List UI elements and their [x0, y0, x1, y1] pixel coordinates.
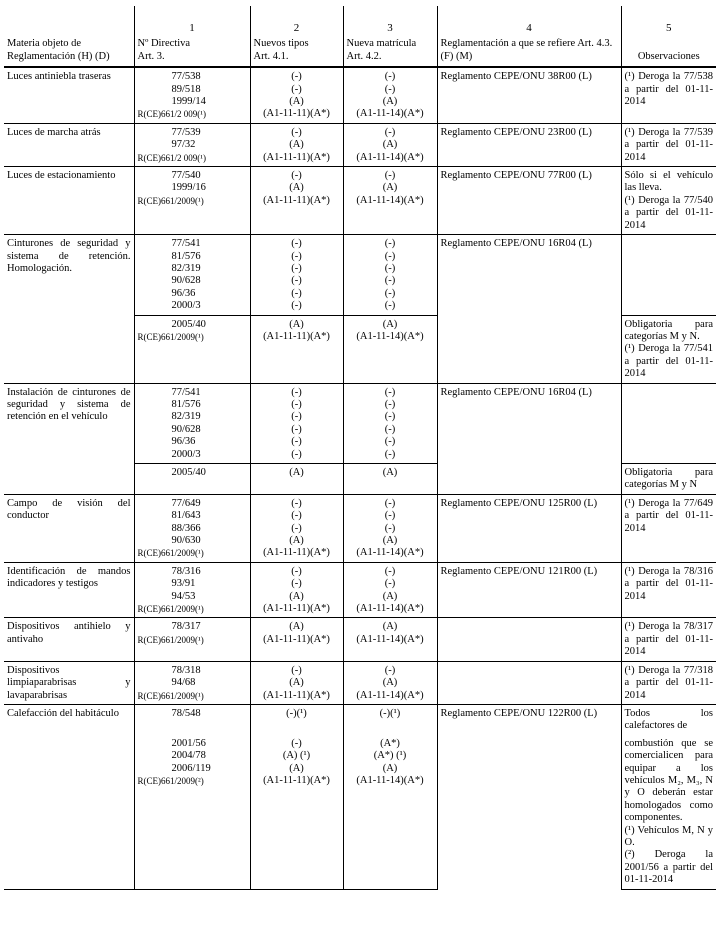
- observaciones-cell: [621, 167, 716, 235]
- directiva-number: 1999/16: [171, 182, 206, 194]
- directiva-number: 78/316: [171, 565, 201, 577]
- nueva-matricula-value: (-): [384, 275, 396, 287]
- regulation-reference: R(CE)661/2009(¹): [137, 548, 204, 559]
- directiva-number: 77/649: [171, 497, 201, 509]
- nueva-matricula-value: (-): [384, 170, 396, 182]
- reglamentacion-cell: [437, 167, 621, 235]
- reglamentacion-cell: [437, 383, 621, 494]
- nuevos-tipos-value: (-): [291, 510, 302, 522]
- directiva-number: 90/630: [171, 535, 201, 547]
- nuevos-tipos-value: (-): [291, 83, 302, 95]
- nueva-matricula-value: (-): [384, 250, 396, 262]
- materia-text: Identificación de mandos indicadores y testigos: [7, 565, 131, 590]
- directiva-number: 96/36: [171, 436, 196, 448]
- nueva-matricula-value: (-): [384, 436, 396, 448]
- materia-cell: [4, 123, 134, 166]
- nuevos-tipos-value: (-): [291, 436, 302, 448]
- observaciones-cell: [621, 67, 716, 123]
- nueva-matricula-value: (-): [384, 83, 396, 95]
- observacion-text: (¹) Deroga la 77/538 a partir del 01-11-2014: [624, 71, 713, 108]
- nueva-matricula-value: (A1-11-14)(A*): [356, 633, 424, 645]
- nuevos-tipos-value: (-): [291, 275, 302, 287]
- nuevos-tipos-cell: [250, 383, 343, 463]
- table-row: [4, 704, 716, 734]
- nuevos-tipos-cell: [250, 618, 343, 661]
- nueva-matricula-cell: [343, 661, 437, 704]
- nuevos-tipos-cell: [250, 235, 343, 315]
- nueva-matricula-value: (A*) (¹): [373, 750, 407, 762]
- directiva-number: 88/366: [171, 522, 201, 534]
- column-number: 2: [250, 6, 343, 36]
- nuevos-tipos-value: (-): [291, 386, 302, 398]
- directiva-number: 94/68: [171, 677, 196, 689]
- reglamento-text: Reglamento CEPE/ONU 23R00 (L): [440, 126, 592, 138]
- regulation-reference: R(CE)661/2 009(¹): [137, 152, 206, 163]
- observaciones-cell: [621, 618, 716, 661]
- observaciones-cell: [621, 704, 716, 734]
- header-directiva: Nº Directiva Art. 3.: [134, 36, 250, 67]
- header-observaciones: Observaciones: [621, 36, 716, 67]
- observaciones-cell: [621, 562, 716, 618]
- nuevos-tipos-cell: [250, 661, 343, 704]
- nueva-matricula-cell: [343, 618, 437, 661]
- nuevos-tipos-value: (-): [291, 448, 302, 460]
- nueva-matricula-value: (-): [384, 423, 396, 435]
- materia-cell: [4, 67, 134, 123]
- nueva-matricula-cell: [343, 562, 437, 618]
- directiva-cell: [134, 562, 250, 618]
- table-row: [4, 618, 716, 661]
- nueva-matricula-value: (A): [382, 467, 398, 478]
- directiva-cell: [134, 704, 250, 734]
- nueva-matricula-cell: [343, 167, 437, 235]
- header-nueva-matricula: Nueva matrícula Art. 4.2.: [343, 36, 437, 67]
- materia-cell: [4, 494, 134, 562]
- directiva-number: 2000/3: [171, 300, 201, 312]
- nuevos-tipos-value: (A): [289, 621, 304, 633]
- header-materia: Materia objeto de Reglamentación (H) (D): [7, 38, 110, 62]
- table-row: [4, 562, 716, 618]
- directiva-cell: [134, 315, 250, 383]
- nuevos-tipos-cell: [250, 464, 343, 495]
- materia-cell: [4, 235, 134, 383]
- nueva-matricula-value: (A1-11-14)(A*): [356, 151, 424, 163]
- directiva-number: 81/576: [171, 398, 201, 410]
- nuevos-tipos-value: (-): [291, 287, 302, 299]
- directiva-cell: [134, 383, 250, 463]
- table-row: [4, 167, 716, 235]
- observaciones-cell: [621, 735, 716, 889]
- nueva-matricula-value: (A): [382, 96, 398, 108]
- observacion-text: (¹) Deroga la 77/540 a partir del 01-11-2014: [624, 194, 713, 231]
- nueva-matricula-value: (A1-11-14)(A*): [356, 603, 424, 615]
- directiva-number: 77/540: [171, 170, 201, 182]
- nueva-matricula-value: (-): [384, 126, 396, 138]
- table-row: [4, 67, 716, 123]
- directiva-number: 82/319: [171, 262, 201, 274]
- nuevos-tipos-value: (A): [289, 467, 304, 478]
- reglamento-text: Reglamento CEPE/ONU 125R00 (L): [440, 497, 598, 509]
- nueva-matricula-value: (A): [382, 535, 398, 547]
- nueva-matricula-value: (-): [384, 262, 396, 274]
- table-row: [4, 383, 716, 463]
- directiva-cell: [134, 661, 250, 704]
- regulation-reference: R(CE)661/2009(²): [137, 775, 204, 786]
- directiva-cell: [134, 123, 250, 166]
- observaciones-cell: [621, 123, 716, 166]
- nuevos-tipos-value: (-): [291, 238, 302, 250]
- nuevos-tipos-value: (-): [291, 737, 302, 749]
- nuevos-tipos-value: (A1-11-11)(A*): [263, 633, 330, 645]
- nueva-matricula-cell: [343, 704, 437, 734]
- observacion-text: Obligatoria para categorías M y N: [624, 467, 713, 491]
- observaciones-cell: [621, 235, 716, 315]
- reglamentacion-cell: [437, 704, 621, 889]
- observacion-text: (¹) Deroga la 77/539 a partir del 01-11-2014: [624, 126, 713, 163]
- nuevos-tipos-value: (-): [291, 497, 302, 509]
- directiva-cell: [134, 618, 250, 661]
- observacion-text: Sólo si el vehículo las lleva.: [624, 170, 713, 194]
- directiva-cell: [134, 464, 250, 495]
- materia-cell: [4, 562, 134, 618]
- materia-cell: [4, 661, 134, 704]
- directiva-number: 81/576: [171, 250, 201, 262]
- nuevos-tipos-cell: [250, 735, 343, 889]
- nuevos-tipos-value: (-): [291, 664, 302, 676]
- nuevos-tipos-cell: [250, 123, 343, 166]
- directiva-number: 89/518: [171, 83, 201, 95]
- directiva-number: 82/319: [171, 411, 201, 423]
- reglamentacion-cell: [437, 235, 621, 383]
- nueva-matricula-value: (A): [382, 590, 398, 602]
- reglamento-text: Reglamento CEPE/ONU 38R00 (L): [440, 71, 592, 83]
- nueva-matricula-value: (-): [384, 238, 396, 250]
- directiva-number: 93/91: [171, 578, 196, 590]
- nueva-matricula-value: (-): [384, 398, 396, 410]
- nuevos-tipos-value: (A1-11-11)(A*): [263, 774, 330, 786]
- nuevos-tipos-value: (-): [291, 250, 302, 262]
- observacion-text: (¹) Deroga la 78/316 a partir del 01-11-2014: [624, 565, 713, 602]
- regulation-reference: R(CE)661/2009(¹): [137, 690, 204, 701]
- directiva-number: 77/539: [171, 126, 201, 138]
- observaciones-cell: [621, 315, 716, 383]
- nueva-matricula-cell: [343, 464, 437, 495]
- header-nuevos-tipos: Nuevos tipos Art. 4.1.: [250, 36, 343, 67]
- observacion-text: (¹) Deroga la 78/317 a partir del 01-11-2014: [624, 621, 713, 658]
- nuevos-tipos-value: (A1-11-11)(A*): [263, 689, 330, 701]
- reglamento-text: Reglamento CEPE/ONU 16R04 (L): [440, 386, 592, 398]
- materia-text: Dispositivos antihielo y antivaho: [7, 621, 131, 645]
- observacion-text: (²) Deroga la 2001/56 a partir del 01-11-2014: [624, 849, 713, 886]
- nueva-matricula-value: (-)(¹): [379, 707, 401, 719]
- nueva-matricula-cell: [343, 735, 437, 889]
- regulation-reference: R(CE)661/2009(¹): [137, 634, 204, 645]
- directiva-number: 77/541: [171, 238, 201, 250]
- column-number: 5: [621, 6, 716, 36]
- nueva-matricula-value: (A1-11-14)(A*): [356, 547, 424, 559]
- observaciones-cell: [621, 464, 716, 495]
- nuevos-tipos-cell: [250, 315, 343, 383]
- reglamentacion-cell: [437, 494, 621, 562]
- materia-cell: [4, 618, 134, 661]
- materia-text: Calefacción del habitáculo: [7, 707, 119, 719]
- nueva-matricula-value: (A1-11-14)(A*): [356, 774, 424, 786]
- directiva-number: 2005/40: [171, 318, 206, 330]
- table-row: [4, 494, 716, 562]
- directiva-number: 2000/3: [171, 448, 201, 460]
- nuevos-tipos-value: (-): [291, 170, 302, 182]
- table-body: [4, 67, 716, 889]
- nuevos-tipos-value: (A1-11-11)(A*): [263, 547, 330, 559]
- reglamento-text: Reglamento CEPE/ONU 16R04 (L): [440, 238, 592, 250]
- nueva-matricula-value: (-): [384, 510, 396, 522]
- nueva-matricula-cell: [343, 67, 437, 123]
- directiva-cell: [134, 167, 250, 235]
- nuevos-tipos-value: (-): [291, 398, 302, 410]
- directiva-number: 81/643: [171, 510, 201, 522]
- nuevos-tipos-value: (A): [289, 535, 304, 547]
- nueva-matricula-cell: [343, 383, 437, 463]
- nueva-matricula-value: (A*): [380, 737, 400, 749]
- directiva-number: 96/36: [171, 287, 196, 299]
- regulation-reference: R(CE)661/2009(¹): [137, 195, 204, 206]
- nuevos-tipos-cell: [250, 67, 343, 123]
- reglamento-text: Reglamento CEPE/ONU 122R00 (L): [440, 707, 598, 719]
- nuevos-tipos-value: (A) (¹): [282, 750, 311, 762]
- nuevos-tipos-value: (A1-11-11)(A*): [263, 151, 330, 163]
- nueva-matricula-value: (A1-11-14)(A*): [356, 108, 424, 120]
- reglamentacion-cell: [437, 661, 621, 704]
- materia-text: Luces de marcha atrás: [7, 126, 101, 138]
- materia-text: Campo de visión del conductor: [7, 497, 131, 522]
- reglamentacion-cell: [437, 123, 621, 166]
- nueva-matricula-value: (-): [384, 386, 396, 398]
- observacion-text: (¹) Vehículos M, N y O.: [624, 824, 713, 848]
- nuevos-tipos-cell: [250, 562, 343, 618]
- observacion-text: Obligatoria para categorías M y N.: [624, 318, 713, 342]
- nuevos-tipos-value: (A): [289, 318, 304, 330]
- nuevos-tipos-value: (-): [291, 126, 302, 138]
- observacion-text: Todos los calefactores de: [624, 707, 713, 732]
- nuevos-tipos-value: (-): [291, 411, 302, 423]
- materia-text: Instalación de cinturones de seguridad y sistema de retención en el vehículo: [7, 386, 131, 423]
- column-number-row: [4, 6, 716, 36]
- nuevos-tipos-value: (-): [291, 565, 302, 577]
- directiva-number: 2006/119: [171, 762, 211, 774]
- directiva-number: 78/317: [171, 621, 201, 633]
- reglamentacion-cell: [437, 562, 621, 618]
- nueva-matricula-value: (A1-11-14)(A*): [356, 194, 424, 206]
- nueva-matricula-value: (A): [382, 762, 398, 774]
- directiva-number: 1999/14: [171, 96, 206, 108]
- directiva-number: 90/628: [171, 423, 201, 435]
- nueva-matricula-value: (A1-11-14)(A*): [356, 330, 424, 342]
- table-row: [4, 123, 716, 166]
- regulation-reference: R(CE)661/2 009(¹): [137, 109, 206, 120]
- nueva-matricula-cell: [343, 315, 437, 383]
- directiva-number: 78/318: [171, 664, 201, 676]
- nuevos-tipos-value: (A): [289, 96, 304, 108]
- nueva-matricula-value: (-): [384, 287, 396, 299]
- nuevos-tipos-value: (A1-11-11)(A*): [263, 603, 330, 615]
- nueva-matricula-cell: [343, 123, 437, 166]
- directiva-number: 77/541: [171, 386, 201, 398]
- nueva-matricula-value: (-): [384, 664, 396, 676]
- nuevos-tipos-value: (-): [291, 578, 302, 590]
- nuevos-tipos-value: (-): [291, 423, 302, 435]
- nueva-matricula-value: (-): [384, 411, 396, 423]
- nuevos-tipos-value: (-)(¹): [286, 707, 307, 719]
- observacion-text: combustión que se comercialicen para equipar a los vehículos M₂, M₃, N y O deberán estar homologados como componentes.: [624, 737, 713, 824]
- reglamento-text: Reglamento CEPE/ONU 121R00 (L): [440, 565, 598, 577]
- directiva-number: 2005/40: [171, 467, 206, 478]
- materia-cell: [4, 704, 134, 889]
- nuevos-tipos-value: (-): [291, 300, 302, 312]
- materia-text: Cinturones de seguridad y sistema de retención. Homologación.: [7, 238, 131, 274]
- nuevos-tipos-value: (-): [291, 522, 302, 534]
- column-header-row: [4, 36, 716, 67]
- nuevos-tipos-value: (A): [289, 677, 304, 689]
- regulation-table: [4, 6, 716, 890]
- observacion-text: (¹) Deroga la 77/541 a partir del 01-11-2014: [624, 343, 713, 380]
- nuevos-tipos-value: (A1-11-11)(A*): [263, 330, 330, 342]
- directiva-cell: [134, 735, 250, 889]
- observaciones-cell: [621, 383, 716, 463]
- materia-cell: [4, 167, 134, 235]
- materia-text: Luces de estacionamiento: [7, 170, 116, 182]
- reglamentacion-cell: [437, 618, 621, 661]
- nueva-matricula-value: (-): [384, 578, 396, 590]
- observaciones-cell: [621, 661, 716, 704]
- directiva-cell: [134, 494, 250, 562]
- observacion-text: (¹) Deroga la 77/649 a partir del 01-11-2014: [624, 497, 713, 534]
- table-row: [4, 235, 716, 315]
- nueva-matricula-cell: [343, 494, 437, 562]
- column-number: 1: [134, 6, 250, 36]
- nueva-matricula-value: (-): [384, 71, 396, 83]
- observacion-text: (¹) Deroga la 77/318 a partir del 01-11-2014: [624, 664, 713, 701]
- nuevos-tipos-value: (A): [289, 139, 304, 151]
- regulation-table-page: [4, 6, 716, 890]
- column-number: 3: [343, 6, 437, 36]
- nuevos-tipos-value: (A): [289, 590, 304, 602]
- nueva-matricula-value: (-): [384, 522, 396, 534]
- nueva-matricula-cell: [343, 235, 437, 315]
- nuevos-tipos-value: (-): [291, 262, 302, 274]
- nuevos-tipos-value: (A): [289, 762, 304, 774]
- directiva-number: 94/53: [171, 590, 196, 602]
- regulation-reference: R(CE)661/2009(¹): [137, 331, 204, 342]
- directiva-number: 78/548: [171, 707, 201, 719]
- directiva-number: 2001/56: [171, 737, 206, 749]
- nueva-matricula-value: (-): [384, 300, 396, 312]
- nueva-matricula-value: (A): [382, 318, 398, 330]
- nueva-matricula-value: (A): [382, 677, 398, 689]
- nueva-matricula-value: (A): [382, 621, 398, 633]
- reglamentacion-cell: [437, 67, 621, 123]
- nueva-matricula-value: (-): [384, 448, 396, 460]
- nuevos-tipos-value: (-): [291, 71, 302, 83]
- nuevos-tipos-cell: [250, 167, 343, 235]
- reglamento-text: Reglamento CEPE/ONU 77R00 (L): [440, 170, 592, 182]
- nueva-matricula-value: (A1-11-14)(A*): [356, 689, 424, 701]
- nueva-matricula-value: (-): [384, 497, 396, 509]
- nuevos-tipos-cell: [250, 704, 343, 734]
- observaciones-cell: [621, 494, 716, 562]
- nuevos-tipos-value: (A1-11-11)(A*): [263, 108, 330, 120]
- column-number: 4: [437, 6, 621, 36]
- materia-text: Dispositivos limpiaparabrisas y lavaparabrisas: [7, 664, 131, 701]
- materia-cell: [4, 383, 134, 494]
- materia-text: Luces antiniebla traseras: [7, 71, 111, 83]
- nueva-matricula-value: (A): [382, 139, 398, 151]
- directiva-number: 77/538: [171, 71, 201, 83]
- nuevos-tipos-value: (A): [289, 182, 304, 194]
- directiva-cell: [134, 235, 250, 315]
- directiva-number: 2004/78: [171, 750, 206, 762]
- regulation-reference: R(CE)661/2009(¹): [137, 604, 204, 615]
- directiva-number: 97/32: [171, 139, 196, 151]
- directiva-cell: [134, 67, 250, 123]
- table-row: [4, 661, 716, 704]
- nueva-matricula-value: (A): [382, 182, 398, 194]
- nueva-matricula-value: (-): [384, 565, 396, 577]
- nuevos-tipos-cell: [250, 494, 343, 562]
- header-reglamentacion: Reglamentación a que se refiere Art. 4.3. (F) (M): [437, 36, 621, 67]
- directiva-number: 90/628: [171, 275, 201, 287]
- nuevos-tipos-value: (A1-11-11)(A*): [263, 194, 330, 206]
